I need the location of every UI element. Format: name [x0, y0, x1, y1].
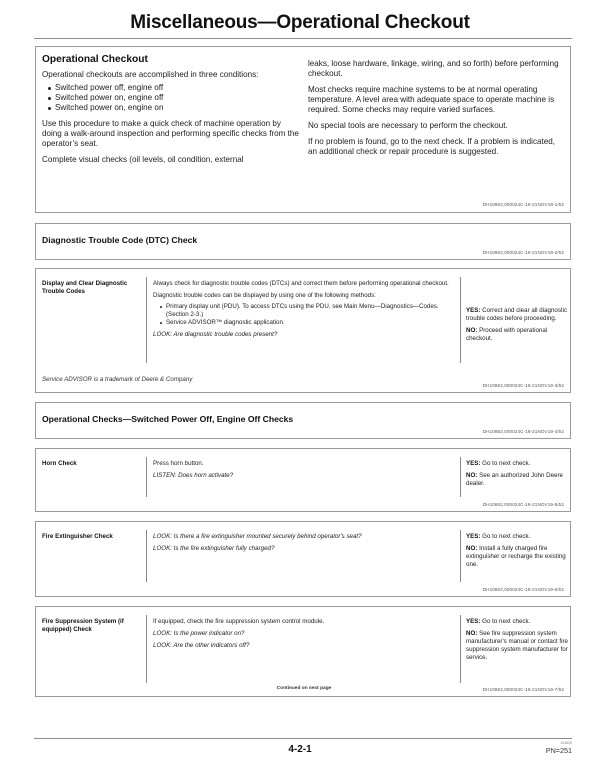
no-text: Proceed with operational checkout. — [466, 327, 548, 342]
page-title: Miscellaneous—Operational Checkout — [130, 12, 470, 33]
yes-result — [466, 533, 568, 541]
no-label: NO: — [466, 327, 478, 334]
column-divider — [460, 530, 461, 582]
fire-suppression-check-box — [35, 606, 571, 697]
column-divider — [146, 615, 147, 683]
procedure-text: Press horn button. — [153, 460, 204, 467]
section-title: Operational Checks—Switched Power Off, Engine Off Checks — [42, 414, 294, 424]
trademark-footnote: Service ADVISOR is a trademark of Deere & Company — [42, 376, 193, 383]
no-text: Install a fully charged fire extinguisher or recharge the existing one. — [466, 545, 566, 568]
footer-divider — [34, 738, 572, 739]
check-label: Fire Extinguisher Check — [42, 533, 113, 540]
check-result — [466, 533, 568, 573]
procedure-text: Diagnostic trouble codes can be displayed by using one of the following methods: — [153, 292, 376, 299]
column-divider — [460, 615, 461, 683]
yes-text: Correct and clear all diagnostic trouble codes before proceeding. — [466, 307, 568, 322]
procedure-text: If equipped, check the fire suppression system control module. — [153, 618, 325, 625]
yes-label: YES: — [466, 307, 481, 314]
intro-paragraph: No special tools are necessary to perform the checkout. — [308, 121, 508, 130]
listen-question: LISTEN: Does horn activate? — [153, 472, 234, 479]
column-divider — [460, 457, 461, 497]
intro-paragraph: Most checks require machine systems to be at normal operating temperature. A level area with adequate space to operate machine is required. Some checks may require varied surfaces. — [308, 85, 555, 114]
check-label: Display and Clear Diagnostic Trouble Codes — [42, 280, 128, 295]
fire-extinguisher-check-box — [35, 521, 571, 597]
reference-code: DH10862,000024C-19-21NOV19-1/52 — [482, 202, 564, 207]
reference-code: DH10862,000024C-19-21NOV19-4/52 — [482, 429, 564, 434]
reference-code: DH10862,000024C-19-21NOV19-3/52 — [482, 383, 564, 388]
dtc-section-header — [35, 223, 571, 260]
power-off-section-header — [35, 402, 571, 439]
no-result — [466, 327, 568, 343]
check-label: Fire Suppression System (if equipped) Check — [42, 618, 124, 633]
no-result — [466, 545, 568, 569]
intro-paragraph: Use this procedure to make a quick check of machine operation by doing a walk-around inspection and performing specific checks from the operator’s seat. — [42, 119, 299, 148]
continued-notice: Continued on next page — [276, 686, 332, 691]
footer-date-code: 101620 — [560, 741, 572, 745]
reference-code: DH10862,000024C-19-21NOV19-5/52 — [482, 502, 564, 507]
intro-title: Operational Checkout — [42, 54, 148, 65]
intro-paragraph: Operational checkouts are accomplished in three conditions: — [42, 70, 259, 79]
method-item: Primary display unit (PDU). To access DTCs using the PDU, see Main Menu—Diagnostics—Codes. (Section 2-3.) — [160, 303, 458, 319]
check-result — [466, 618, 568, 666]
look-question: LOOK: Is there a fire extinguisher mounted securely behind operator's seat? — [153, 533, 362, 540]
yes-text: Go to next check. — [480, 618, 531, 625]
look-question: LOOK: Is the power indicator on? — [153, 630, 245, 637]
look-question: LOOK: Are the other indicators off? — [153, 642, 250, 649]
page-number: 4-2-1 — [288, 744, 312, 755]
intro-right-column — [308, 59, 566, 163]
method-item: Service ADVISOR™ diagnostic application. — [160, 319, 458, 327]
check-procedure — [153, 280, 458, 343]
yes-label: YES: — [466, 533, 481, 540]
no-text: See an authorized John Deere dealer. — [466, 472, 563, 487]
horn-check-box — [35, 448, 571, 512]
no-result — [466, 472, 568, 488]
operational-checkout-intro — [35, 46, 571, 213]
reference-code: DH10862,000024C-19-21NOV19-2/52 — [482, 250, 564, 255]
section-title: Diagnostic Trouble Code (DTC) Check — [42, 235, 198, 245]
intro-paragraph: leaks, loose hardware, linkage, wiring, and so forth) before performing checkout. — [308, 59, 559, 78]
header-divider — [34, 38, 572, 39]
check-label: Horn Check — [42, 460, 77, 467]
condition-item: Switched power off, engine off — [48, 83, 300, 93]
no-result — [466, 630, 568, 662]
condition-item: Switched power on, engine on — [48, 103, 300, 113]
yes-text: Go to next check. — [480, 460, 531, 467]
no-label: NO: — [466, 630, 478, 637]
column-divider — [146, 530, 147, 582]
dtc-check-box — [35, 268, 571, 393]
conditions-list — [48, 83, 300, 113]
check-procedure — [153, 533, 458, 557]
check-procedure — [153, 460, 458, 484]
column-divider — [460, 277, 461, 363]
yes-result — [466, 460, 568, 468]
condition-item: Switched power on, engine off — [48, 93, 300, 103]
no-label: NO: — [466, 472, 478, 479]
yes-label: YES: — [466, 618, 481, 625]
intro-paragraph: Complete visual checks (oil levels, oil condition, external — [42, 155, 244, 164]
intro-paragraph: If no problem is found, go to the next check. If a problem is indicated, an additional check or repair procedure is suggested. — [308, 137, 555, 156]
procedure-text: Always check for diagnostic trouble codes (DTCs) and correct them before performing operational checkout. — [153, 280, 449, 287]
reference-code: DH10862,000024C-19-21NOV19-6/52 — [482, 587, 564, 592]
page-pn: PN=251 — [545, 746, 572, 755]
yes-result — [466, 618, 568, 626]
yes-text: Go to next check. — [480, 533, 531, 540]
methods-list — [160, 303, 458, 327]
intro-left-column — [42, 53, 300, 171]
column-divider — [146, 277, 147, 363]
check-procedure — [153, 618, 458, 654]
yes-result — [466, 307, 568, 323]
look-question: LOOK: Is the fire extinguisher fully charged? — [153, 545, 275, 552]
yes-label: YES: — [466, 460, 481, 467]
no-text: See fire suppression system manufacturer's manual or contact fire suppression system manufacturer for service. — [466, 630, 568, 661]
look-question: LOOK: Are diagnostic trouble codes present? — [153, 331, 278, 338]
check-result — [466, 307, 568, 347]
column-divider — [146, 457, 147, 497]
reference-code: DH10862,000024C-19-21NOV19-7/52 — [482, 687, 564, 692]
check-result — [466, 460, 568, 492]
no-label: NO: — [466, 545, 478, 552]
